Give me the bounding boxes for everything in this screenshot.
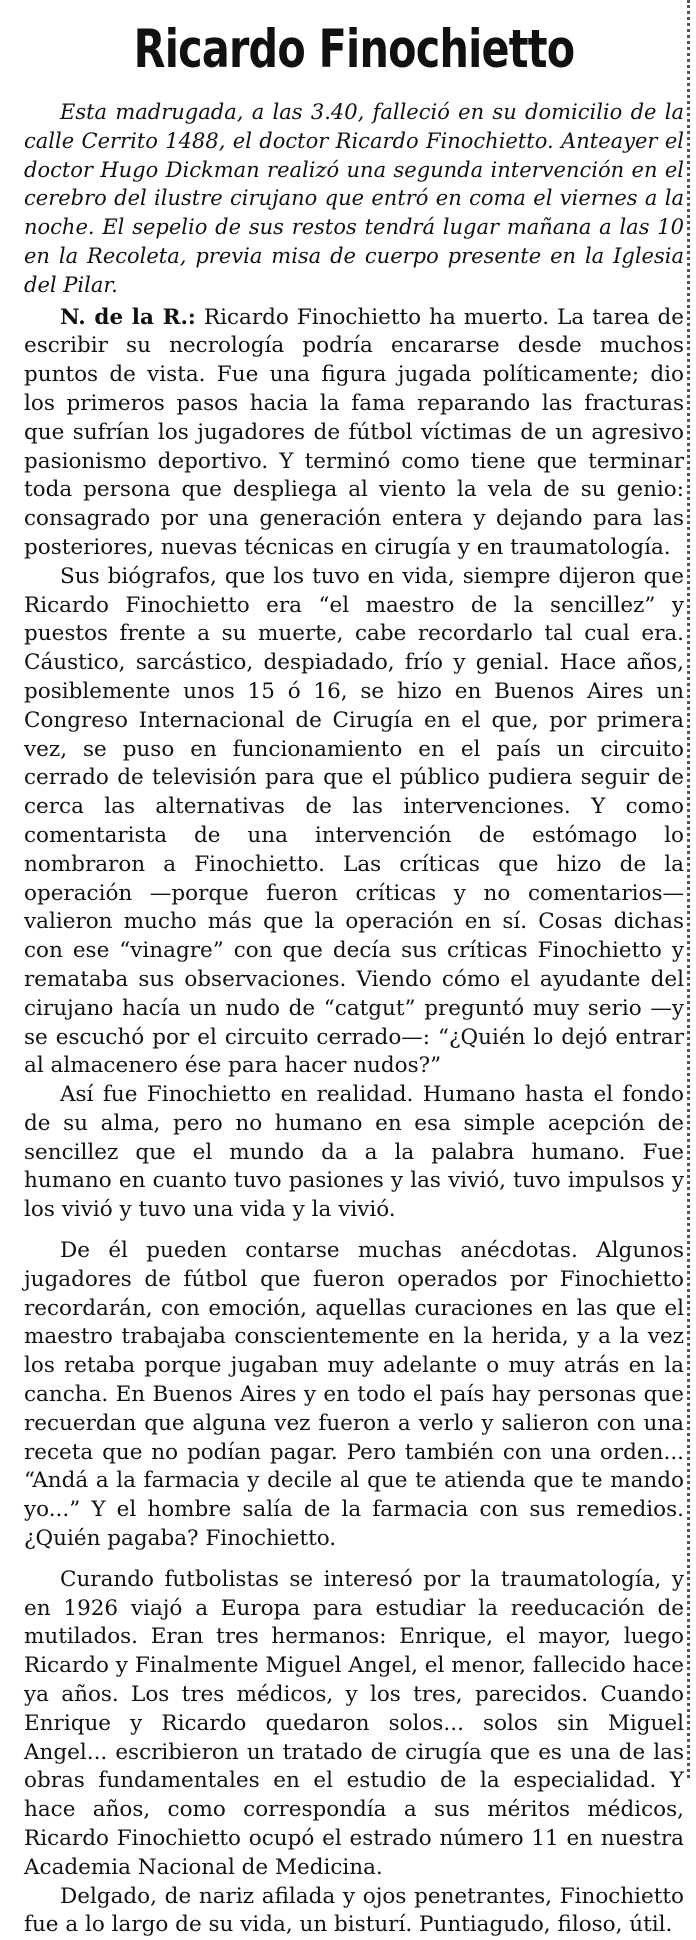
body-paragraph-1 [24,304,684,563]
body-paragraph-2: Sus biógrafos, que los tuvo en vida, siempre dijeron que Ricardo Finochietto era “el maestro de la sencillez” y puestos frente a su muerte, cabe recordarlo tal cual era. Cáustico, sarcástico, despiadado, frío y genial. Hace años, posiblemente unos 15 ó 16, se hizo en Buenos Aires un Congreso Internacional de Cirugía en el que, por primera vez, se puso en funcionamiento en el país un circuito cerrado de televisión para que el público pudiera seguir de cerca las alternativas de las intervenciones. Y como comentarista de una intervención de estómago lo nombraron a Finochietto. Las críticas que hizo de la operación —porque fueron críticas y no comentarios— valieron mucho más que la operación en sí. Cosas dichas con ese “vinagre” con que decía sus críticas Finochietto y remataba sus observaciones. Viendo cómo el ayudante del cirujano hacía un nudo de “catgut” preguntó muy serio —y se escuchó por el circuito cerrado—: “¿Quién lo dejó entrar al almacenero ése para hacer nudos?” [24,563,684,1079]
headline: Ricardo Finochietto [133,19,575,80]
lead-paragraph: Esta madrugada, a las 3.40, falleció en su domicilio de la calle Cerrito 1488, el doctor Ricardo Finochietto. Anteayer el doctor Hugo Dickman realizó una segunda intervención en el cerebro del ilustre cirujano que entró en coma el viernes a la noche. El sepelio de sus restos tendrá lugar mañana a las 10 en la Recoleta, previa misa de cuerpo presente en la Iglesia del Pilar. [24,100,684,297]
editor-note-label: N. de la R.: [60,304,196,330]
body-paragraph-4: De él pueden contarse muchas anécdotas. Algunos jugadores de fútbol que fueron operados por Finochietto recordarán, con emoción, aquellas curaciones en las que el maestro trabajaba conscientemente en la herida, y a la vez los retaba porque jugaban muy adelante o muy atrás en la cancha. En Buenos Aires y en todo el país hay personas que recuerdan que alguna vez fueron a verlo y salieron con una receta que no podían pagar. Pero también con una orden... “Andá a la farmacia y decile al que te atienda que te mando yo...” Y el hombre salía de la farmacia con sus remedios. ¿Quién pagaba? Finochietto. [24,1238,684,1552]
body-paragraph-6: Delgado, de nariz afilada y ojos penetrantes, Finochietto fue a lo largo de su vida, un bisturí. Puntiagudo, filoso, útil. [24,1883,684,1938]
body-paragraph-3: Así fue Finochietto en realidad. Humano hasta el fondo de su alma, pero no humano en esa simple acepción de sencillez que el mundo da a la palabra humano. Fue humano en cuanto tuvo pasiones y las vivió, tuvo impulsos y los vivió y tuvo una vida y la vivió. [24,1082,684,1223]
body-paragraph-5: Curando futbolistas se interesó por la traumatología, y en 1926 viajó a Europa para estudiar la reeducación de mutilados. Eran tres hermanos: Enrique, el mayor, luego Ricardo y Finalmente Miguel Angel, el menor, fallecido hace ya años. Los tres médicos, y los tres, parecidos. Cuando Enrique y Ricardo quedaron solos... solos sin Miguel Angel... escribieron un tratado de cirugía que es una de las obras fundamentales en el estudio de la especialidad. Y hace años, como correspondía a sus méritos médicos, Ricardo Finochietto ocupó el estrado número 11 en nuestra Academia Nacional de Medicina. [24,1566,684,1880]
body-paragraph-1-text: Ricardo Finochietto ha muerto. La tarea de escribir su necrología podría encararse desde muchos puntos de vista. Fue una figura jugada políticamente; dio los primeros pasos hacia la fama reparando las fracturas que sufrían los jugadores de fútbol víctimas de un agresivo pasionismo deportivo. Y terminó como tiene que terminar toda persona que despliega al viento la vela de su genio: consagrado por una generación entera y dejando para las posteriores, nuevas técnicas en cirugía y en traumatología. [24,304,684,560]
column-rule [687,0,690,1778]
